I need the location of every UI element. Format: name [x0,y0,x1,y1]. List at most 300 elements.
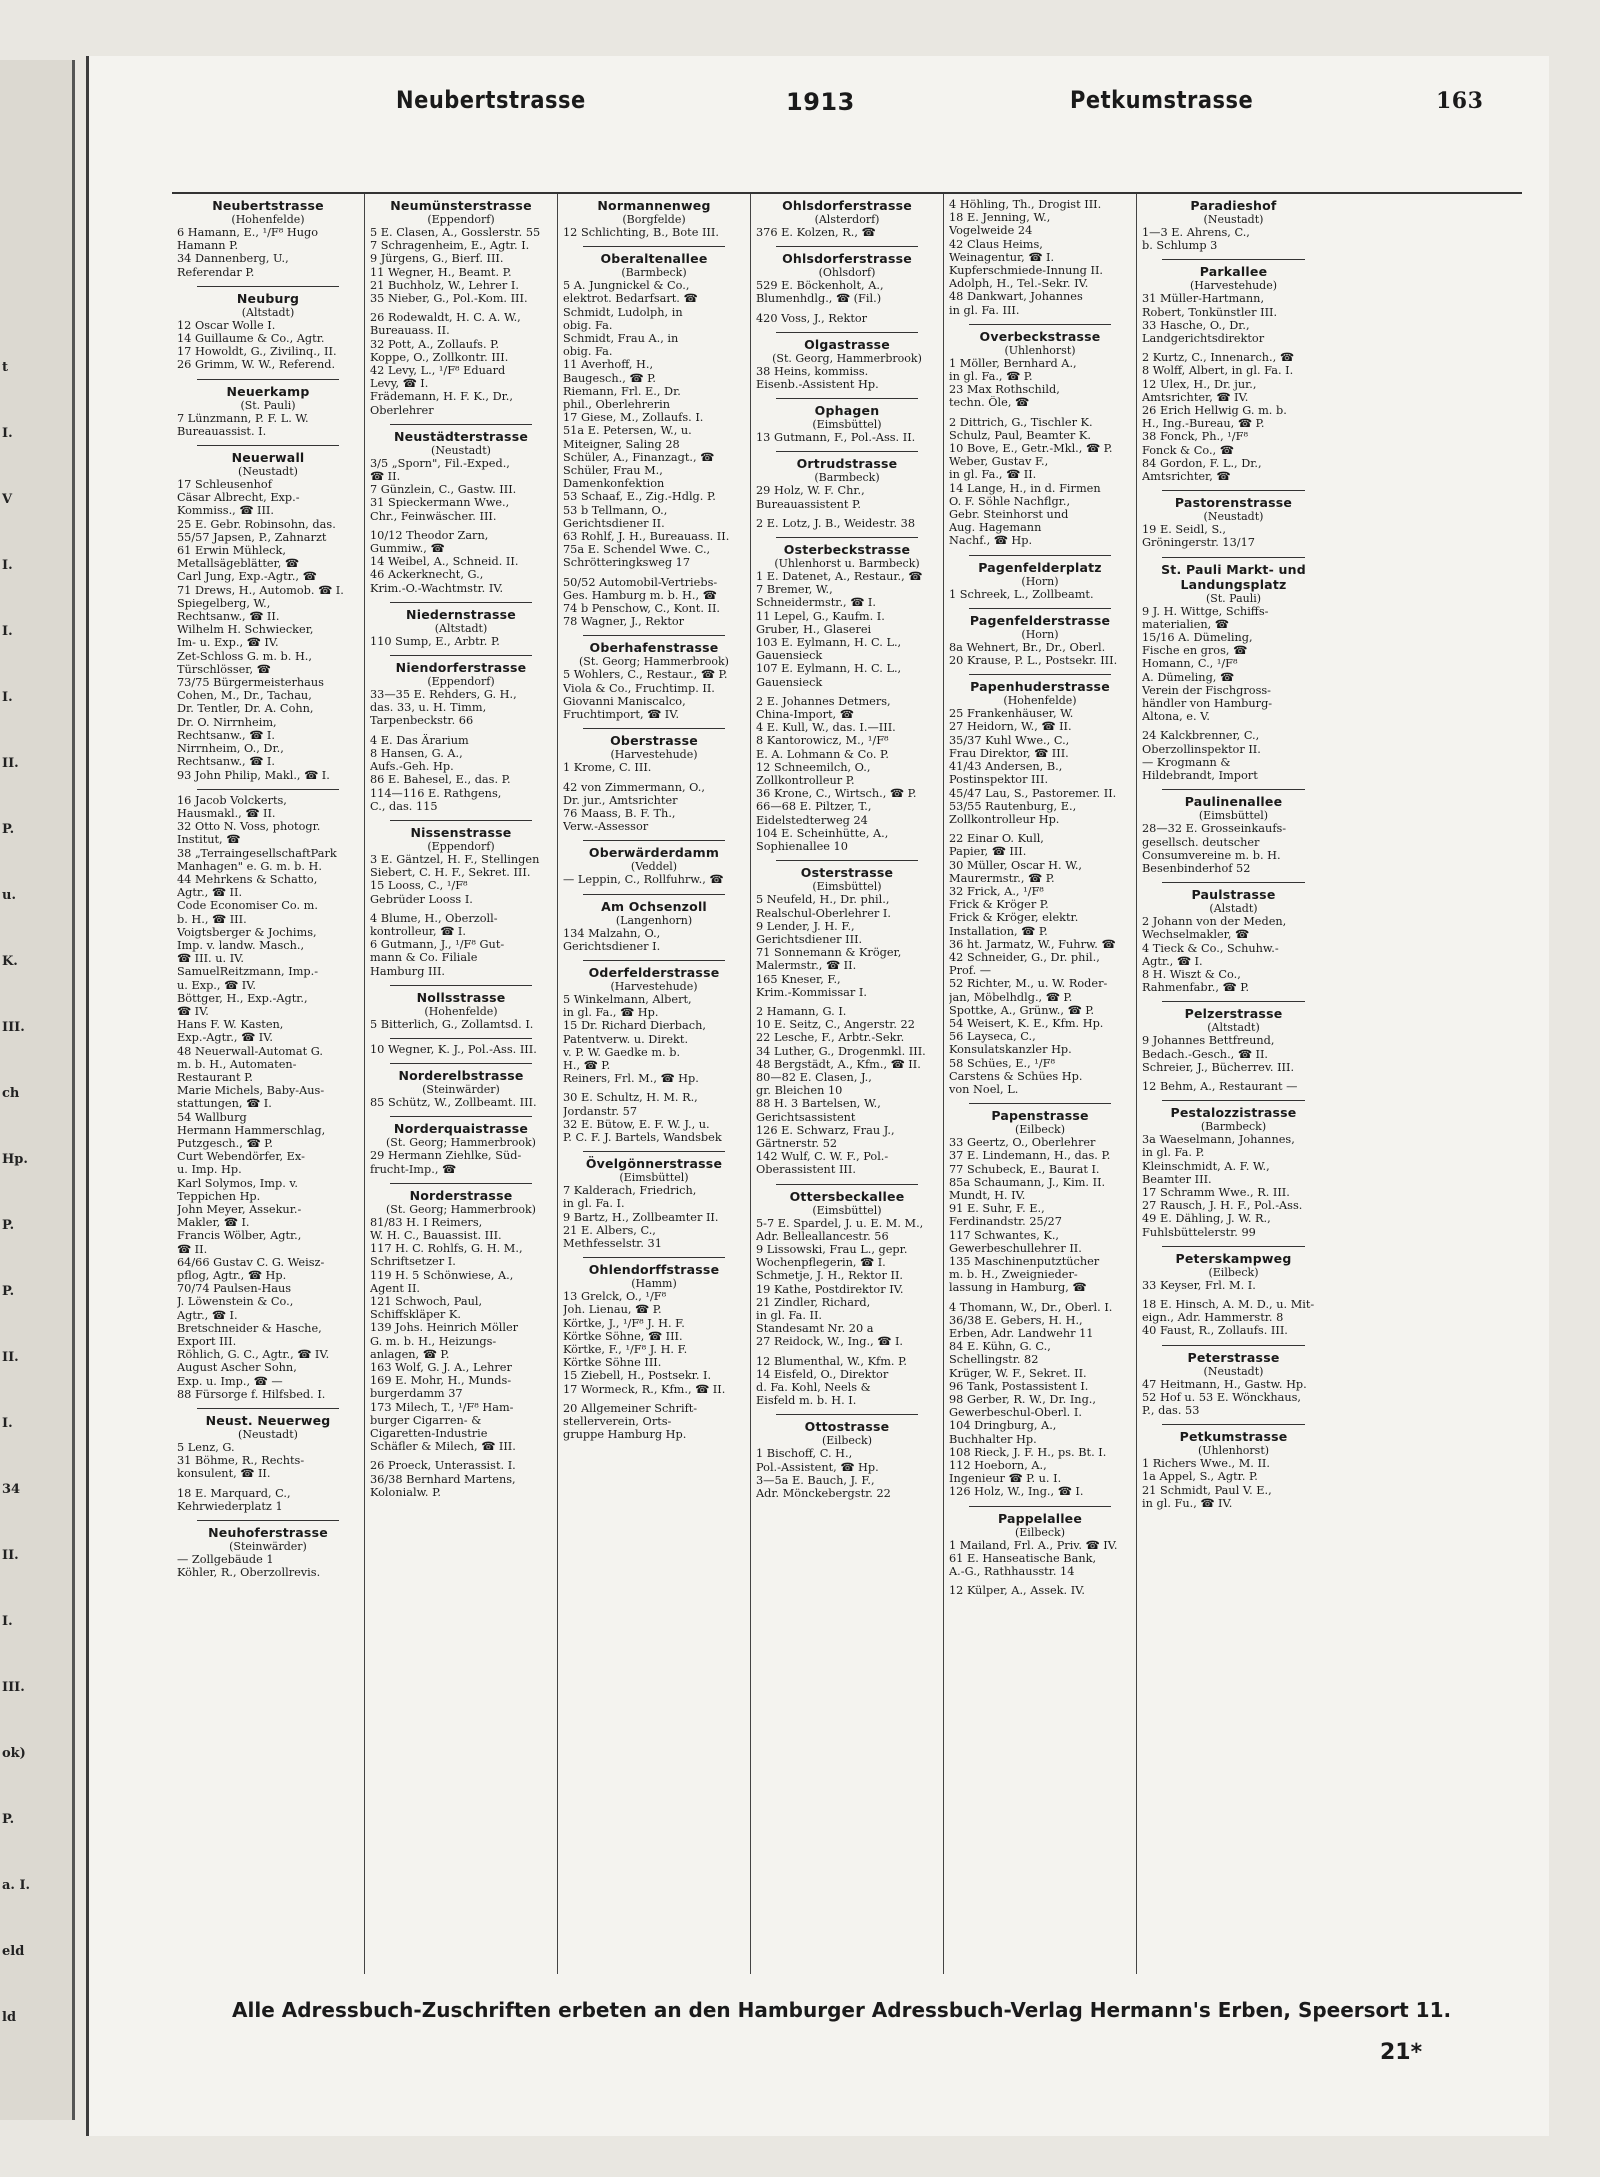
resident-line: 6 Gutmann, J., ¹/F⁸ Gut- [370,938,505,952]
street-entry [177,384,359,438]
street-name: Niendorferstrasse [395,660,527,676]
street-entry [949,198,1131,317]
resident-line: Vogelweide 24 [949,224,1033,238]
resident-line: burgerdamm 37 [370,1387,463,1401]
resident-line: 1 Bischoff, C. H., [756,1447,853,1461]
resident-line: kontrolleur, ☎ I. [370,924,466,938]
resident-line: 30 Müller, Oscar H. W., [949,858,1083,872]
resident-line: Kehrwiederplatz 1 [177,1499,283,1513]
resident-line: 86 E. Bahesel, E., das. P. [370,773,511,787]
street-name: St. Pauli Markt- und Landungsplatz [1161,561,1306,592]
street-district: (Steinwärder) [422,1083,500,1097]
resident-line: Spiegelberg, W., [177,596,271,610]
street-district: (Eilbeck) [1208,1265,1259,1279]
resident-line: 80—82 E. Clasen, J., [756,1070,872,1084]
section-divider [1162,1246,1305,1247]
resident-line: O. F. Söhle Nachflgr., [949,494,1071,508]
street-name: Neust. Neuerweg [205,1413,331,1429]
resident-line: 139 Johs. Heinrich Möller [370,1321,519,1335]
resident-line: 8 H. Wiszt & Co., [1142,967,1241,981]
resident-line: 48 Neuerwall-Automat G. [177,1044,323,1058]
resident-line: 28—32 E. Grosseinkaufs- [1142,822,1287,836]
resident-line: Gauensieck [756,649,823,663]
directory-column [172,194,365,1974]
resident-line: 33 Geertz, O., Oberlehrer [949,1136,1096,1150]
resident-line: Frädemann, H. F. K., Dr., [370,390,513,404]
street-name: Paulinenallee [1184,794,1283,810]
resident-line: Erben, Adr. Landwehr 11 [949,1327,1094,1341]
resident-line: August Ascher Sohn, [177,1361,297,1375]
margin-fragment: I. [2,1416,13,1431]
resident-line: SamuelReitzmann, Imp.- [177,965,319,979]
resident-line: Tarpenbeckstr. 66 [370,714,474,728]
section-divider [390,985,532,986]
resident-line: 49 E. Dähling, J. W. R., [1142,1212,1271,1226]
section-divider [390,820,532,821]
street-name: Neuerkamp [226,383,310,399]
resident-line: Schmetje, J. H., Rektor II. [756,1269,903,1283]
resident-line: Wechselmakler, ☎ [1142,928,1250,942]
resident-line: Wilhelm H. Schwiecker, [177,623,314,637]
header-right-street: Petkumstrasse [1070,86,1254,114]
resident-line: 61 E. Hanseatische Bank, [949,1551,1097,1565]
margin-fragment: II. [2,1350,19,1365]
resident-line: 33 Hasche, O., Dr., [1142,318,1250,332]
header-year: 1913 [786,88,855,116]
resident-line: 126 E. Schwarz, Frau J., [756,1123,895,1137]
resident-line: 107 E. Eylmann, H. C. L., [756,662,902,676]
resident-line: Schriftsetzer I. [370,1255,456,1269]
resident-line: 2 E. Lotz, J. B., Weidestr. 38 [756,516,916,530]
resident-line: 42 Claus Heims, [949,237,1043,251]
margin-fragment: ok) [2,1746,26,1761]
street-district: (Harvestehude) [610,748,698,762]
section-divider [197,1520,339,1521]
resident-line: Besenbinderhof 52 [1142,861,1251,875]
resident-line: 5 Winkelmann, Albert, [563,992,692,1006]
margin-fragment: 34 [2,1482,21,1497]
resident-line: 11 Averhoff, H., [563,358,654,372]
resident-line: 9 Bartz, H., Zollbeamter II. [563,1210,719,1224]
resident-line: Giovanni Maniscalco, [563,694,686,708]
resident-line: China-Import, ☎ [756,708,854,722]
resident-line: 7 Schragenheim, E., Agtr. I. [370,239,530,253]
resident-line: 40 Faust, R., Zollaufs. III. [1142,1324,1288,1338]
section-divider [969,1103,1111,1104]
margin-fragment: ch [2,1086,20,1101]
street-name: Paulstrasse [1191,887,1276,903]
section-divider [969,324,1111,325]
margin-fragment: I. [2,1614,13,1629]
street-district: (Hamm) [631,1277,677,1291]
street-district: (St. Georg; Hammerbrook) [386,1202,536,1216]
resident-line: W. H. C., Bauassist. III. [370,1228,502,1242]
resident-line: 27 Heidorn, W., ☎ II. [949,720,1072,734]
resident-line: lassung in Hamburg, ☎ [949,1281,1087,1295]
section-divider [583,728,725,729]
resident-line: Imp. v. landw. Masch., [177,938,305,952]
resident-line: eign., Adr. Hammerstr. 8 [1142,1311,1284,1325]
section-divider [776,1184,918,1185]
resident-line: Joh. Lienau, ☎ P. [563,1303,662,1317]
resident-line: Reiners, Frl. M., ☎ Hp. [563,1072,699,1086]
street-name: Neuhoferstrasse [208,1525,328,1541]
resident-line: 104 E. Scheinhütte, A., [756,826,889,840]
resident-line: 5 E. Clasen, A., Gosslerstr. 55 [370,226,541,239]
resident-line: 42 von Zimmermann, O., [563,780,705,794]
street-district: (Neustadt) [431,443,491,457]
street-entry [949,560,1131,601]
resident-line: Körtke, J., ¹/F⁸ J. H. F. [563,1316,685,1330]
street-name: Olgastrasse [804,336,890,352]
resident-line: 8 Hansen, G. A., [370,746,463,760]
resident-line: A.-G., Rathhausstr. 14 [949,1565,1075,1579]
resident-line: 9 Johannes Bettfreund, [1142,1034,1275,1048]
resident-line: 5 A. Jungnickel & Co., [563,279,690,293]
resident-line: u. Exp., ☎ IV. [177,978,256,992]
street-district: (Eimsbüttel) [812,1203,882,1217]
resident-line: Verw.-Assessor [563,820,649,834]
section-divider [197,286,339,287]
resident-line: Oberassistent III. [756,1163,856,1177]
street-entry [563,198,745,239]
resident-line: 13 Grelck, O., ¹/F⁸ [563,1290,667,1304]
resident-line: 2 E. Johannes Detmers, [756,694,891,708]
resident-line: 13 Gutmann, F., Pol.-Ass. II. [756,431,916,445]
resident-line: in gl. Fa., ☎ Hp. [563,1006,659,1020]
header-left-street: Neubertstrasse [396,86,586,114]
resident-line: 18 E. Jenning, W., [949,211,1051,225]
resident-line: 7 Kalderach, Friedrich, [563,1184,697,1198]
resident-line: 1 Möller, Bernhard A., [949,356,1077,370]
street-district: (Eimsbüttel) [619,1171,689,1185]
resident-line: 1 Schreek, L., Zollbeamt. [949,587,1094,601]
street-district: (Uhlenhorst u. Barmbeck) [774,557,920,571]
resident-line: Cohen, M., Dr., Tachau, [177,689,312,703]
resident-line: Schulz, Paul, Beamter K. [949,428,1091,442]
street-district: (Barmbeck) [814,471,880,485]
resident-line: E. A. Lohmann & Co. P. [756,747,889,761]
resident-line: Bureauassist. I. [177,424,267,438]
resident-line: 376 E. Kolzen, R., ☎ [756,226,876,239]
resident-line: Riemann, Frl. E., Dr. [563,384,681,398]
resident-line: 5 Bitterlich, G., Zollamtsd. I. [370,1017,534,1031]
resident-line: Ingenieur ☎ P. u. I. [949,1472,1062,1486]
resident-line: Exp. u. Imp., ☎ — [177,1374,283,1388]
resident-line: Manhagen" e. G. m. b. H. [177,859,322,873]
resident-line: 38 Heins, kommiss. [756,364,869,378]
resident-line: 9 Jürgens, G., Bierf. III. [370,252,504,266]
resident-line: 47 Heitmann, H., Gastw. Hp. [1142,1377,1307,1391]
street-name: Peterstrasse [1187,1349,1280,1365]
street-entry [1142,1251,1325,1338]
street-entry [177,794,359,1401]
resident-line: 14 Eisfeld, O., Direktor [756,1367,889,1381]
section-divider [583,894,725,895]
street-district: (Langenhorn) [615,913,693,927]
resident-line: 1 Krome, C. III. [563,761,652,775]
resident-line: Agent II. [370,1281,420,1295]
resident-line: Röhlich, G. C., Agtr., ☎ IV. [177,1348,330,1362]
section-divider [1162,259,1305,260]
resident-line: 54 Weisert, K. E., Kfm. Hp. [949,1016,1104,1030]
street-district: (Eilbeck) [1014,1525,1066,1539]
resident-line: Körtke, F., ¹/F⁸ J. H. F. [563,1342,688,1356]
street-district: (Eppendorf) [427,213,495,226]
resident-line: 15 Looss, C., ¹/F⁸ [370,879,468,893]
section-divider [776,332,918,333]
resident-line: 73/75 Bürgermeisterhaus [177,676,324,690]
resident-line: 32 E. Bütow, E. F. W. J., u. [563,1117,710,1131]
resident-line: 29 Hermann Ziehlke, Süd- [370,1149,522,1163]
street-name: Parkallee [1199,264,1268,280]
resident-line: Rechtsanw., ☎ I. [177,728,275,742]
resident-line: 16 Jacob Volckerts, [177,793,287,807]
resident-line: 26 Grimm, W. W., Referend. [177,358,336,372]
resident-line: Köhler, R., Oberzollrevis. [177,1566,321,1580]
street-district: (Eimsbüttel) [812,880,882,894]
section-divider [390,1063,532,1064]
resident-line: Rechtsanw., ☎ II. [177,610,280,624]
resident-line: 173 Milech, T., ¹/F⁸ Ham- [370,1400,514,1414]
resident-line: 108 Rieck, J. F. H., ps. Bt. I. [949,1445,1107,1459]
street-name: Oderfelderstrasse [588,964,720,980]
resident-line: 76 Maass, B. F. Th., [563,806,676,820]
resident-line: ☎ II. [177,1242,208,1256]
resident-line: in gl. Fu., ☎ IV. [1142,1496,1233,1510]
resident-line: Schmidt, Ludolph, in [563,305,683,319]
section-divider [1162,490,1305,491]
footer-notice: Alle Adressbuch-Zuschriften erbeten an den Hamburger Adressbuch-Verlag Hermann's Erben, Speersort 11. [232,1998,1452,2022]
resident-line: 17 Howoldt, G., Zivilinq., II. [177,345,337,359]
section-divider [776,1414,918,1415]
resident-line: Schiffskläper K. [370,1308,461,1322]
street-district: (Eppendorf) [427,675,495,689]
resident-line: Pol.-Assistent, ☎ Hp. [756,1460,879,1474]
resident-line: Frick & Kröger P. [949,898,1049,912]
resident-line: Malermstr., ☎ II. [756,959,857,973]
resident-line: 9 Lender, J. H. F., [756,919,855,933]
resident-line: Schrötteringksweg 17 [563,556,691,570]
resident-line: 104 Dringburg, A., [949,1419,1057,1433]
resident-line: 142 Wulf, C. W. F., Pol.- [756,1150,889,1164]
resident-line: P., das. 53 [1142,1403,1200,1417]
street-entry [756,251,938,325]
section-divider [390,602,532,603]
resident-line: 31 Müller-Hartmann, [1142,292,1265,306]
street-district: (St. Georg; Hammerbrook) [386,1136,536,1150]
resident-line: 38 „TerraingesellschaftPark [177,846,337,860]
resident-line: Beamter III. [1142,1172,1212,1186]
resident-line: H., Ing.-Bureau, ☎ P. [1142,417,1265,431]
resident-line: Gärtnerstr. 52 [756,1136,838,1150]
resident-line: 163 Wolf, G. J. A., Lehrer [370,1360,512,1374]
resident-line: Konsulatskanzler Hp. [949,1043,1072,1057]
resident-line: Hamann P. [177,239,239,253]
resident-line: — Zollgebäude 1 [177,1553,274,1567]
resident-line: Dr. jur., Amtsrichter [563,793,678,807]
section-divider [776,860,918,861]
street-name: Ottostrasse [804,1419,890,1435]
resident-line: Fruchtimport, ☎ IV. [563,708,680,722]
resident-line: 36/38 Bernhard Martens, [370,1472,516,1486]
resident-line: Krim.-O.-Wachtmstr. IV. [370,581,504,595]
directory-column [751,194,944,1974]
resident-line: 8 Wolff, Albert, in gl. Fa. I. [1142,364,1294,378]
resident-line: Dr. O. Nirrnheim, [177,715,277,729]
resident-line: 17 Wormeck, R., Kfm., ☎ II. [563,1382,726,1396]
resident-line: Frau Direktor, ☎ III. [949,746,1069,760]
resident-line: Landgerichtsdirektor [1142,332,1265,346]
street-district: (Steinwärder) [229,1540,307,1554]
directory-column [944,194,1137,1974]
resident-line: Weber, Gustav F., [949,455,1049,469]
resident-line: 88 H. 3 Bartelsen, W., [756,1097,881,1111]
resident-line: Karl Solymos, Imp. v. [177,1176,299,1190]
resident-line: Metallsägeblätter, ☎ [177,557,299,571]
resident-line: Adolph, H., Tel.-Sekr. IV. [949,277,1089,291]
resident-line: 4 Thomann, W., Dr., Oberl. I. [949,1300,1113,1314]
street-entry [370,825,552,978]
street-entry [563,640,745,721]
street-entry [563,733,745,833]
section-divider [776,537,918,538]
section-divider [1162,1001,1305,1002]
street-entry [949,613,1131,667]
resident-line: Kleinschmidt, A. F. W., [1142,1159,1270,1173]
resident-line: 64/66 Gustav C. G. Weisz- [177,1255,325,1269]
resident-line: 10 Wegner, K. J., Pol.-Ass. III. [370,1042,537,1056]
street-entry [949,1511,1131,1598]
section-divider [197,379,339,380]
resident-line: Gewerbeschullehrer II. [949,1241,1082,1255]
resident-line: 55/57 Japsen, P., Zahnarzt [177,530,327,544]
resident-line: 135 Maschinenputztücher [949,1255,1100,1268]
section-divider [583,1257,725,1258]
street-name: Pestalozzistrasse [1170,1105,1297,1121]
street-entry [1142,1006,1325,1093]
resident-line: 12 Ulex, H., Dr. jur., [1142,377,1257,391]
resident-line: 71 Sonnemann & Kröger, [756,946,902,960]
resident-line: Damenkonfektion [563,477,665,491]
street-district: (St. Pauli) [1205,591,1262,605]
resident-line: Bretschneider & Hasche, [177,1321,322,1335]
resident-line: in gl. Fa. II. [756,1308,823,1322]
resident-line: H., ☎ P. [563,1058,611,1072]
street-name: Ohlendorffstrasse [588,1262,720,1278]
resident-line: 58 Schües, E., ¹/F⁸ [949,1056,1055,1070]
section-divider [390,1183,532,1184]
street-district: (Eilbeck) [821,1434,873,1448]
resident-line: 121 Schwoch, Paul, [370,1294,483,1308]
resident-line: Türschlösser, ☎ [177,662,271,676]
resident-line: 11 Lepel, G., Kaufm. I. [756,609,885,623]
resident-line: Robert, Tonkünstler III. [1142,305,1278,319]
resident-line: Hamburg III. [370,964,446,978]
street-name: Osterstrasse [800,865,894,881]
resident-line: Baugesch., ☎ P. [563,371,656,385]
resident-line: Rahmenfabr., ☎ P. [1142,981,1250,995]
resident-line: 25 Frankenhäuser, W. [949,707,1074,721]
street-district: (Harvestehude) [1189,279,1277,293]
resident-line: Siebert, C. H. F., Sekret. III. [370,866,531,880]
resident-line: Blumenhdlg., ☎ (Fil.) [756,292,882,306]
street-district: (Neustadt) [238,1428,298,1442]
resident-line: 17 Schramm Wwe., R. III. [1142,1185,1290,1199]
resident-line: Bureauass. II. [370,324,450,338]
street-entry [756,337,938,391]
section-divider [776,398,918,399]
resident-line: 31 Böhme, R., Rechts- [177,1454,305,1468]
street-district: (Eppendorf) [427,839,495,853]
resident-line: in gl. Fa., ☎ P. [949,370,1033,384]
resident-line: Curt Webendörfer, Ex- [177,1150,305,1164]
resident-line: 4 Tieck & Co., Schuhw.- [1142,941,1279,955]
resident-line: 77 Schubeck, E., Baurat I. [949,1162,1100,1176]
street-entry [1142,495,1325,549]
street-entry [756,542,938,853]
street-entry [563,845,745,886]
resident-line: Agtr., ☎ II. [177,886,243,900]
street-name: Peterskampweg [1175,1250,1292,1266]
resident-line: 36 ht. Jarmatz, W., Fuhrw. ☎ [949,937,1116,951]
resident-line: — Krogmann & [1142,755,1231,769]
resident-line: 19 E. Seidl, S., [1142,523,1226,537]
resident-line: Eisfeld m. b. H. I. [756,1394,857,1408]
resident-line: phil., Oberlehrerin [563,398,671,412]
resident-line: b. Schlump 3 [1142,239,1218,253]
resident-line: 7 Bremer, W., [756,583,833,597]
resident-line: 35/37 Kuhl Wwe., C., [949,733,1070,747]
resident-line: 1 Mailand, Frl. A., Priv. ☎ IV. [949,1538,1118,1552]
page-number: 163 [1436,88,1484,114]
section-divider [1162,882,1305,883]
resident-line: 32 Frick, A., ¹/F⁸ [949,884,1044,898]
street-district: (Alstadt) [1209,902,1258,916]
resident-line: Adr. Mönckebergstr. 22 [756,1487,891,1501]
resident-line: Putzgesch., ☎ P. [177,1136,274,1150]
resident-line: Exp.-Agtr., ☎ IV. [177,1031,274,1045]
street-name: Pagenfelderplatz [978,559,1102,575]
resident-line: P. C. F. J. Bartels, Wandsbek [563,1130,722,1144]
street-entry [1142,1350,1325,1418]
street-entry [1142,198,1325,252]
resident-line: Maurermstr., ☎ P. [949,871,1055,885]
resident-line: 53 Schaaf, E., Zig.-Hdlg. P. [563,490,716,504]
resident-line: 31 Spieckermann Wwe., [370,496,510,510]
resident-line: 4 E. Das Ärarium [370,733,469,747]
resident-line: 1a Appel, S., Agtr. P. [1142,1470,1258,1484]
resident-line: 12 Schneemilch, O., [756,760,871,774]
resident-line: anlagen, ☎ P. [370,1347,450,1361]
resident-line: in gl. Fa. I. [563,1197,625,1211]
resident-line: 20 Krause, P. L., Postsekr. III. [949,654,1118,668]
margin-fragment: K. [2,954,18,969]
margin-fragment: t [2,360,9,375]
resident-line: 1 Richers Wwe., M. II. [1142,1457,1270,1471]
resident-line: 14 Weibel, A., Schneid. II. [370,555,519,569]
resident-line: Gebr. Steinhorst und [949,508,1069,522]
resident-line: 114—116 E. Rathgens, [370,786,502,800]
resident-line: 75a E. Schendel Wwe. C., [563,543,711,557]
resident-line: Körtke Söhne III. [563,1356,662,1370]
street-name: Oberstrasse [610,733,698,749]
resident-line: 2 Kurtz, C., Innenarch., ☎ [1142,351,1294,365]
resident-line: 45/47 Lau, S., Pastoremer. II. [949,786,1117,800]
section-divider [969,674,1111,675]
resident-line: Amtsrichter, ☎ IV. [1142,390,1249,404]
resident-line: 119 H. 5 Schönwiese, A., [370,1268,514,1282]
